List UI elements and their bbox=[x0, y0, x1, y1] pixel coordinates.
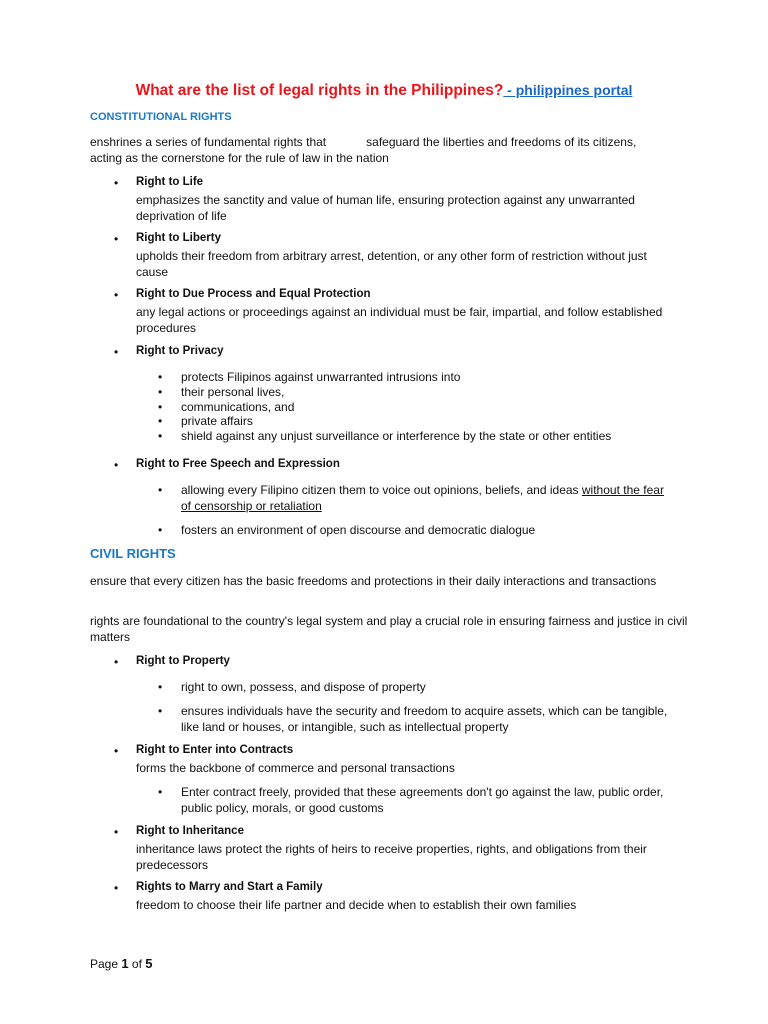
subitem-text: ensures individuals have the security and freedom to acquire assets, which can be tangible, like land or houses, or intangible, such as intellectual property bbox=[181, 704, 668, 734]
underlined-phrase: without the fear of censorship or retaliation bbox=[181, 483, 664, 513]
page-title bbox=[0, 80, 768, 101]
subitem-text: fosters an environment of open discourse and democratic dialogue bbox=[181, 523, 536, 537]
civil-rights-heading: CIVIL RIGHTS bbox=[90, 546, 176, 561]
bullet-icon: • bbox=[114, 744, 119, 758]
bullet-icon: • bbox=[158, 400, 163, 414]
item-heading: Rights to Marry and Start a Family bbox=[136, 881, 323, 893]
bullet-icon: • bbox=[114, 825, 119, 839]
bullet-icon: • bbox=[114, 881, 119, 895]
total-page-count: 5 bbox=[145, 956, 153, 971]
bullet-icon: • bbox=[158, 429, 163, 443]
item-heading: Right to Privacy bbox=[136, 345, 224, 357]
subitem-text-plain: allowing every Filipino citizen them to voice out opinions, beliefs, and ideas bbox=[181, 483, 582, 497]
item-heading: Right to Liberty bbox=[136, 232, 221, 244]
item-heading: Right to Property bbox=[136, 655, 230, 667]
item-description: upholds their freedom from arbitrary arrest, detention, or any other form of restriction without just cause bbox=[136, 249, 647, 279]
page-number-footer bbox=[90, 956, 153, 971]
civil-intro-2: rights are foundational to the country's legal system and play a crucial role in ensuring fairness and justice in civil matters bbox=[90, 614, 688, 644]
bullet-icon: • bbox=[158, 704, 163, 718]
bullet-icon: • bbox=[114, 458, 119, 472]
bullet-icon: • bbox=[158, 483, 163, 497]
item-description: emphasizes the sanctity and value of human life, ensuring protection against any unwarranted deprivation of life bbox=[136, 193, 635, 223]
bullet-icon: • bbox=[114, 288, 119, 302]
bullet-icon: • bbox=[158, 785, 163, 799]
subitem-text: shield against any unjust surveillance or interference by the state or other entities bbox=[181, 429, 612, 443]
intro-line1-b: safeguard the liberties and freedoms of its citizens, bbox=[366, 135, 637, 149]
item-description: freedom to choose their life partner and decide when to establish their own families bbox=[136, 898, 577, 912]
subitem-text: Enter contract freely, provided that these agreements don't go against the law, public order, public policy, morals, or good customs bbox=[181, 785, 664, 815]
subitem-text: their personal lives, bbox=[181, 385, 285, 399]
item-description: inheritance laws protect the rights of heirs to receive properties, rights, and obligations from their predecessors bbox=[136, 842, 647, 872]
subitem-text bbox=[181, 482, 676, 514]
subitem-text: right to own, possess, and dispose of property bbox=[181, 680, 426, 694]
bullet-icon: • bbox=[158, 523, 163, 537]
item-heading: Right to Free Speech and Expression bbox=[136, 458, 340, 470]
page-label: Page bbox=[90, 957, 122, 971]
of-label: of bbox=[128, 957, 146, 971]
constitutional-rights-heading: CONSTITUTIONAL RIGHTS bbox=[90, 111, 232, 123]
subitem-text: protects Filipinos against unwarranted intrusions into bbox=[181, 370, 461, 384]
item-heading: Right to Enter into Contracts bbox=[136, 744, 294, 756]
bullet-icon: • bbox=[114, 176, 119, 190]
subitem-text: private affairs bbox=[181, 414, 253, 428]
item-heading: Right to Inheritance bbox=[136, 825, 244, 837]
subitem-text: communications, and bbox=[181, 400, 295, 414]
intro-line2: acting as the cornerstone for the rule of law in the nation bbox=[90, 151, 389, 165]
bullet-icon: • bbox=[158, 385, 163, 399]
bullet-icon: • bbox=[158, 370, 163, 384]
item-description: any legal actions or proceedings against an individual must be fair, impartial, and follow established procedures bbox=[136, 305, 663, 335]
civil-intro-1: ensure that every citizen has the basic freedoms and protections in their daily interactions and transactions bbox=[90, 574, 657, 588]
item-description: forms the backbone of commerce and personal transactions bbox=[136, 761, 455, 775]
current-page-number: 1 bbox=[121, 956, 129, 971]
intro-line1-a: enshrines a series of fundamental rights that bbox=[90, 135, 327, 149]
item-heading: Right to Due Process and Equal Protection bbox=[136, 288, 371, 300]
bullet-icon: • bbox=[114, 345, 119, 359]
source-link[interactable]: - philippines portal bbox=[503, 82, 633, 98]
bullet-icon: • bbox=[114, 655, 119, 669]
bullet-icon: • bbox=[158, 414, 163, 428]
title-text: What are the list of legal rights in the Philippines? bbox=[135, 82, 504, 99]
bullet-icon: • bbox=[114, 232, 119, 246]
bullet-icon: • bbox=[158, 680, 163, 694]
constitutional-intro bbox=[90, 134, 690, 166]
item-heading: Right to Life bbox=[136, 176, 204, 188]
